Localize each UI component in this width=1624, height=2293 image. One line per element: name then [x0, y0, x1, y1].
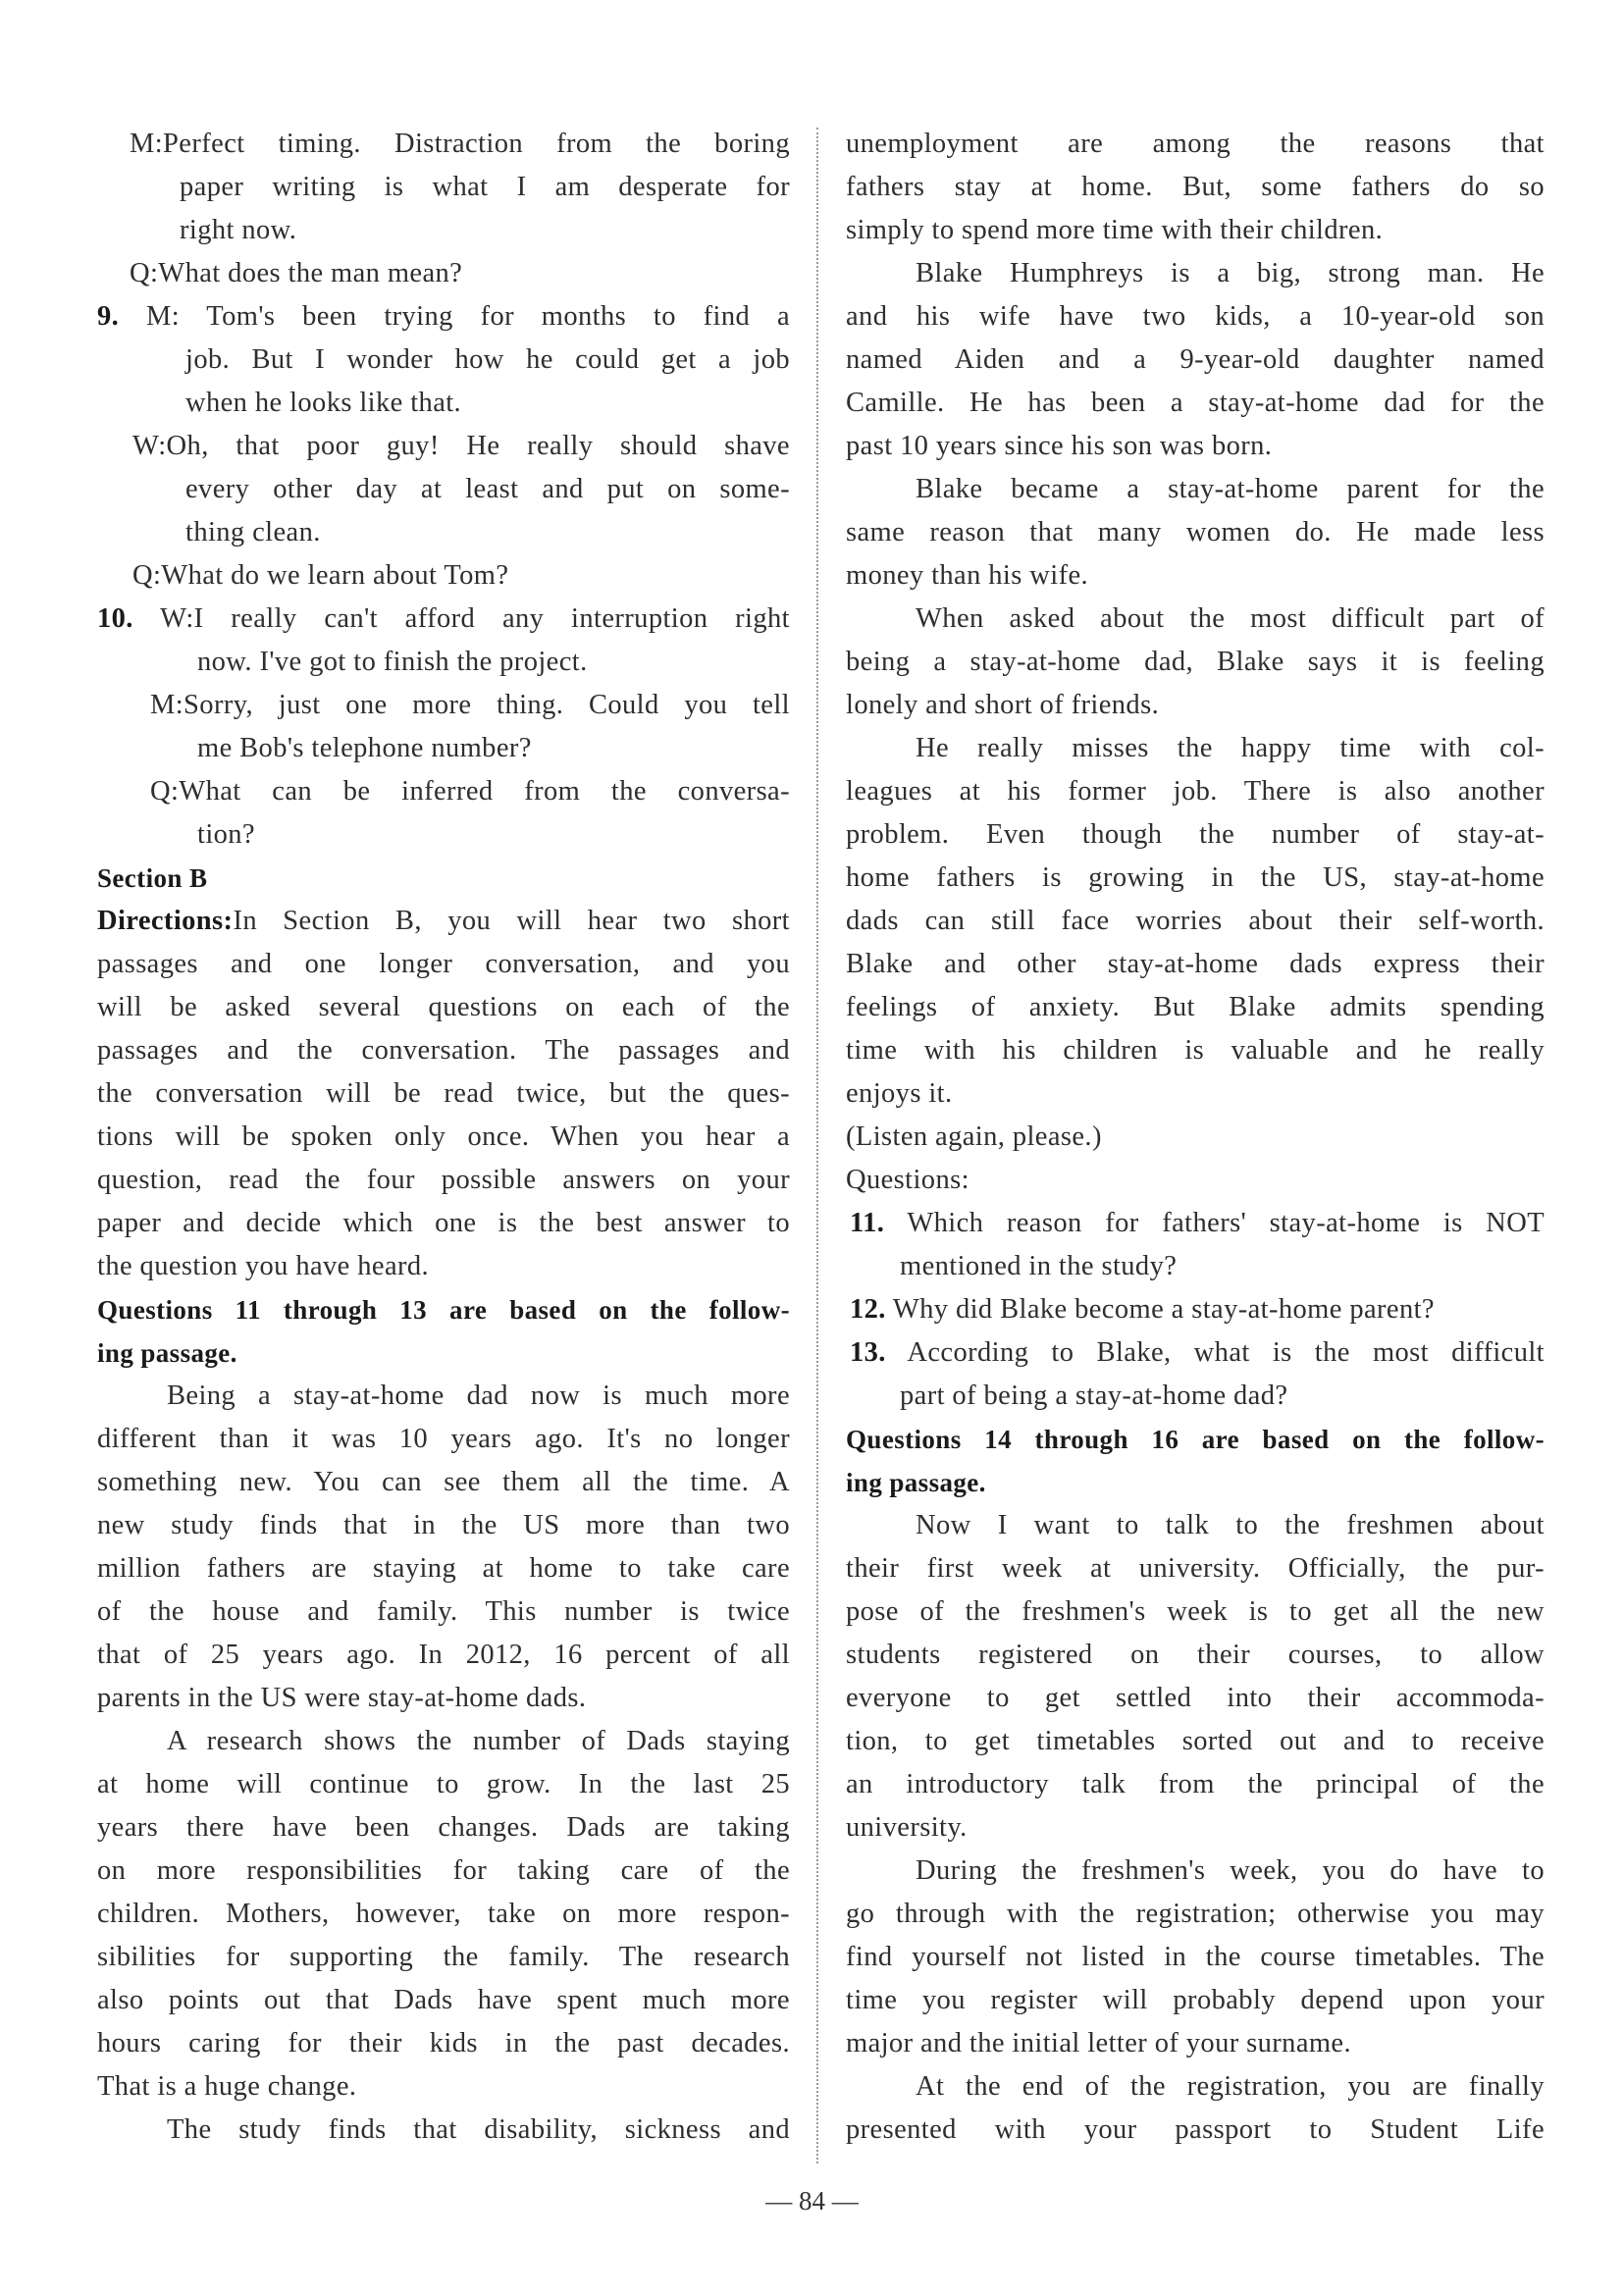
text-line — [97, 1072, 790, 1116]
text-line — [846, 1979, 1545, 2022]
line-text: M:Sorry, just one more thing. Could you tell — [150, 690, 790, 720]
line-text: problem. Even though the number of stay-at- — [846, 819, 1545, 850]
line-text: children. Mothers, however, take on more respon- — [97, 1899, 790, 1929]
line-text: university. — [846, 1812, 968, 1843]
text-line — [846, 2022, 1545, 2065]
line-text: money than his wife. — [846, 560, 1089, 591]
line-text: He really misses the happy time with col- — [916, 733, 1545, 763]
text-line — [97, 1806, 790, 1850]
line-text: part of being a stay-at-home dad? — [900, 1381, 1288, 1411]
line-text: Camille. He has been a stay-at-home dad for the — [846, 388, 1545, 418]
text-line — [846, 770, 1545, 813]
line-text: ing passage. — [97, 1338, 237, 1368]
line-text: feelings of anxiety. But Blake admits spending — [846, 992, 1545, 1022]
text-line — [846, 2065, 1545, 2109]
text-line — [846, 468, 1545, 511]
text-line — [846, 813, 1545, 857]
line-text: Q:What do we learn about Tom? — [132, 560, 509, 591]
line-text: time you register will probably depend upon your — [846, 1985, 1545, 2015]
line-text: tion, to get timetables sorted out and to receive — [846, 1726, 1545, 1756]
line-text: M:Perfect timing. Distraction from the boring — [130, 129, 790, 159]
line-text: when he looks like that. — [185, 388, 462, 418]
text-line — [97, 598, 790, 641]
text-line — [97, 1418, 790, 1461]
line-text: being a stay-at-home dad, Blake says it is feeling — [846, 647, 1545, 677]
line-text: simply to spend more time with their children. — [846, 215, 1384, 245]
text-line — [846, 511, 1545, 554]
line-text: A research shows the number of Dads staying — [167, 1726, 790, 1756]
line-text: lonely and short of friends. — [846, 690, 1160, 720]
text-line — [846, 727, 1545, 770]
line-text: Now I want to talk to the freshmen about — [916, 1510, 1545, 1540]
text-line — [846, 684, 1545, 727]
line-text: and his wife have two kids, a 10-year-old son — [846, 301, 1545, 332]
line-text: their first week at university. Officially, the pur- — [846, 1553, 1545, 1584]
text-line — [97, 641, 790, 684]
line-text: go through with the registration; otherwise you may — [846, 1899, 1545, 1929]
line-text: That is a huge change. — [97, 2071, 357, 2102]
line-text: ing passage. — [846, 1468, 986, 1497]
line-text: dads can still face worries about their self-worth. — [846, 906, 1545, 936]
line-text: right now. — [180, 215, 297, 245]
line-text: thing clean. — [185, 517, 321, 547]
text-line — [846, 1072, 1545, 1116]
text-line — [846, 554, 1545, 598]
line-text: pose of the freshmen's week is to get all the new — [846, 1596, 1545, 1627]
line-text: mentioned in the study? — [900, 1251, 1178, 1281]
line-text: question, read the four possible answers on your — [97, 1165, 790, 1195]
text-line — [846, 1806, 1545, 1850]
line-text: new study finds that in the US more than two — [97, 1510, 790, 1540]
line-text: sibilities for supporting the family. The research — [97, 1942, 790, 1972]
line-text: (Listen again, please.) — [846, 1121, 1102, 1152]
text-line — [97, 986, 790, 1029]
text-line — [846, 943, 1545, 986]
line-text: passages and the conversation. The passages and — [97, 1035, 790, 1066]
line-text: job. But I wonder how he could get a job — [185, 344, 790, 375]
line-text: different than it was 10 years ago. It's no longer — [97, 1424, 790, 1454]
page-number: — 84 — — [765, 2186, 859, 2215]
section-heading-line — [846, 1418, 1545, 1461]
text-line — [846, 425, 1545, 468]
text-line — [846, 252, 1545, 295]
text-line — [846, 986, 1545, 1029]
text-line — [846, 1763, 1545, 1806]
line-text: named Aiden and a 9-year-old daughter named — [846, 344, 1545, 375]
text-line — [846, 1720, 1545, 1763]
line-text: home fathers is growing in the US, stay-at-home — [846, 862, 1545, 893]
text-line — [846, 598, 1545, 641]
line-text: me Bob's telephone number? — [197, 733, 532, 763]
line-text: Which reason for fathers' stay-at-home is NOT — [884, 1208, 1545, 1238]
text-line — [97, 1720, 790, 1763]
line-text: million fathers are staying at home to take care — [97, 1553, 790, 1584]
line-text: that of 25 years ago. In 2012, 16 percent of all — [97, 1640, 790, 1670]
text-line — [97, 943, 790, 986]
line-text: Why did Blake become a stay-at-home parent? — [885, 1294, 1435, 1325]
line-text: the question you have heard. — [97, 1251, 430, 1281]
text-line — [97, 209, 790, 252]
text-line — [846, 1375, 1545, 1418]
text-line — [846, 1116, 1545, 1159]
text-line — [97, 1116, 790, 1159]
text-line — [846, 1504, 1545, 1547]
line-text: enjoys it. — [846, 1078, 953, 1109]
line-text: hours caring for their kids in the past decades. — [97, 2028, 790, 2058]
line-text: everyone to get settled into their accommoda- — [846, 1683, 1545, 1713]
text-line — [846, 166, 1545, 209]
text-line — [97, 554, 790, 598]
text-line — [846, 1202, 1545, 1245]
column-divider — [816, 128, 818, 2163]
text-line — [97, 1547, 790, 1590]
text-line — [97, 1029, 790, 1072]
line-text: According to Blake, what is the most difficult — [885, 1337, 1545, 1368]
text-line — [846, 641, 1545, 684]
text-line — [97, 1677, 790, 1720]
text-line — [846, 382, 1545, 425]
line-text: paper and decide which one is the best answer to — [97, 1208, 790, 1238]
item-number: 11. — [850, 1208, 885, 1238]
text-line — [846, 123, 1545, 166]
text-line — [97, 339, 790, 382]
text-line — [97, 1375, 790, 1418]
item-number: 13. — [850, 1337, 886, 1368]
line-text: In Section B, you will hear two short — [233, 906, 790, 936]
text-line — [97, 166, 790, 209]
line-text: When asked about the most difficult part of — [916, 603, 1545, 634]
text-line — [97, 1634, 790, 1677]
text-line — [846, 1590, 1545, 1634]
text-line — [97, 252, 790, 295]
item-number: 10. — [97, 603, 133, 634]
item-number: 12. — [850, 1294, 886, 1325]
line-text: Questions 14 through 16 are based on the follow- — [846, 1425, 1545, 1454]
text-line — [97, 2065, 790, 2109]
text-line — [846, 2109, 1545, 2152]
line-text: also points out that Dads have spent much more — [97, 1985, 790, 2015]
text-line — [97, 382, 790, 425]
text-line — [97, 425, 790, 468]
line-text: Blake Humphreys is a big, strong man. He — [916, 258, 1545, 288]
line-text: The study finds that disability, sickness and — [167, 2114, 790, 2145]
text-line — [846, 1850, 1545, 1893]
line-text: past 10 years since his son was born. — [846, 431, 1273, 461]
text-line — [846, 900, 1545, 943]
line-text: students registered on their courses, to allow — [846, 1640, 1545, 1670]
section-heading-line — [846, 1461, 1545, 1504]
line-text: Blake and other stay-at-home dads express their — [846, 949, 1545, 979]
line-text: an introductory talk from the principal of the — [846, 1769, 1545, 1799]
section-heading-line — [97, 1288, 790, 1331]
text-line — [97, 1763, 790, 1806]
item-number: 9. — [97, 301, 120, 332]
line-text: will be asked several questions on each of the — [97, 992, 790, 1022]
line-text: time with his children is valuable and he really — [846, 1035, 1545, 1066]
line-text: presented with your passport to Student Life — [846, 2114, 1545, 2145]
text-line — [846, 1677, 1545, 1720]
text-line — [846, 1159, 1545, 1202]
section-heading-line — [97, 857, 790, 900]
text-line — [97, 1504, 790, 1547]
text-line — [97, 1893, 790, 1936]
text-line — [97, 727, 790, 770]
text-line — [846, 339, 1545, 382]
line-text: Blake became a stay-at-home parent for the — [916, 474, 1545, 504]
text-line — [846, 1634, 1545, 1677]
text-line — [97, 1936, 790, 1979]
line-text: paper writing is what I am desperate for — [180, 172, 790, 202]
line-text: tion? — [197, 819, 255, 850]
line-text: M: Tom's been trying for months to find a — [119, 301, 790, 332]
text-line — [846, 1288, 1545, 1331]
line-text: on more responsibilities for taking care of the — [97, 1855, 790, 1886]
text-line — [97, 1979, 790, 2022]
line-text: years there have been changes. Dads are taking — [97, 1812, 790, 1843]
text-line — [97, 511, 790, 554]
text-line — [97, 123, 790, 166]
text-line — [97, 1202, 790, 1245]
text-line — [846, 1893, 1545, 1936]
line-text: W:Oh, that poor guy! He really should shave — [132, 431, 790, 461]
text-line — [97, 2109, 790, 2152]
line-text: Questions 11 through 13 are based on the follow- — [97, 1295, 790, 1325]
line-text: something new. You can see them all the time. A — [97, 1467, 790, 1497]
line-text: Being a stay-at-home dad now is much more — [167, 1381, 790, 1411]
text-line — [846, 1029, 1545, 1072]
text-line — [846, 209, 1545, 252]
text-line — [97, 813, 790, 857]
text-line — [846, 857, 1545, 900]
line-text: now. I've got to finish the project. — [197, 647, 588, 677]
text-line — [97, 2022, 790, 2065]
text-line — [846, 1936, 1545, 1979]
text-line — [97, 900, 790, 943]
line-text: At the end of the registration, you are finally — [916, 2071, 1545, 2102]
text-line — [97, 1245, 790, 1288]
text-line — [97, 1850, 790, 1893]
line-text: same reason that many women do. He made less — [846, 517, 1545, 547]
line-text: During the freshmen's week, you do have to — [916, 1855, 1545, 1886]
text-line — [846, 295, 1545, 339]
line-text: at home will continue to grow. In the last 25 — [97, 1769, 790, 1799]
line-text: unemployment are among the reasons that — [846, 129, 1545, 159]
line-text: fathers stay at home. But, some fathers do so — [846, 172, 1545, 202]
line-text: the conversation will be read twice, but the ques- — [97, 1078, 790, 1109]
text-line — [97, 295, 790, 339]
line-text: Questions: — [846, 1165, 969, 1195]
text-line — [97, 770, 790, 813]
line-text: parents in the US were stay-at-home dads. — [97, 1683, 587, 1713]
text-line — [97, 1590, 790, 1634]
text-line — [846, 1331, 1545, 1375]
text-line — [846, 1547, 1545, 1590]
line-text: Q:What can be inferred from the conversa- — [150, 776, 790, 807]
right-column — [846, 123, 1545, 2152]
line-text: of the house and family. This number is twice — [97, 1596, 790, 1627]
line-text: passages and one longer conversation, and you — [97, 949, 790, 979]
line-text: find yourself not listed in the course timetables. The — [846, 1942, 1545, 1972]
text-line — [97, 468, 790, 511]
line-text: leagues at his former job. There is also another — [846, 776, 1545, 807]
line-text: every other day at least and put on some- — [185, 474, 790, 504]
line-text: tions will be spoken only once. When you hear a — [97, 1121, 790, 1152]
text-line — [97, 684, 790, 727]
line-text: W:I really can't afford any interruption right — [132, 603, 790, 634]
line-text: major and the initial letter of your surname. — [846, 2028, 1352, 2058]
directions-label: Directions: — [97, 906, 234, 936]
text-line — [97, 1159, 790, 1202]
left-column — [97, 123, 790, 2152]
section-heading-line — [97, 1331, 790, 1375]
text-line — [97, 1461, 790, 1504]
line-text: Q:What does the man mean? — [130, 258, 463, 288]
line-text: Section B — [97, 863, 208, 893]
text-line — [846, 1245, 1545, 1288]
